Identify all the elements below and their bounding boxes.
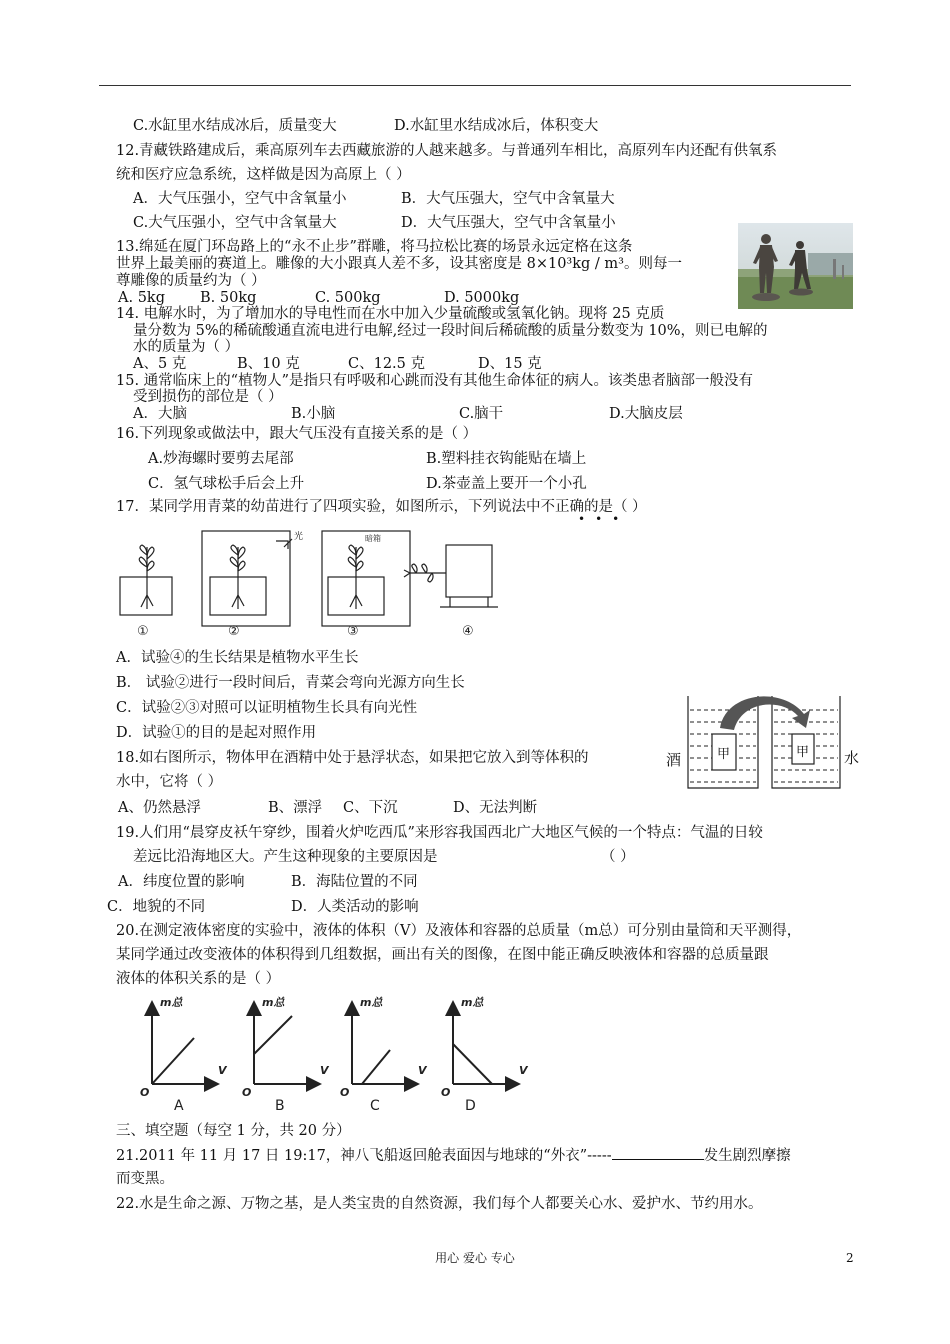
q12-option-c: C.大气压强小，空气中含氧量大: [133, 215, 337, 231]
q18-stem-line2: 水中，它将（ ）: [116, 774, 223, 790]
q20-stem-line2: 某同学通过改变液体的体积得到几组数据，画出有关的图像，在图中能正确反映液体和容器的总质量跟: [116, 947, 769, 963]
q14-option-a: A、5 克: [133, 356, 187, 372]
q20-b-y-label: m总: [262, 996, 285, 1009]
q15-option-d: D.大脑皮层: [609, 406, 683, 422]
q16-option-d: D.茶壶盖上要开一个小孔: [426, 476, 587, 492]
q17-option-a: A．试验④的生长结果是植物水平生长: [116, 650, 359, 666]
q20-c-origin: O: [340, 1086, 350, 1099]
q12-stem-line2: 统和医疗应急系统，这样做是因为高原上（ ）: [116, 167, 411, 183]
q12-option-d: D．大气压强大，空气中含氧量小: [401, 215, 616, 231]
q21-stem-post: 发生剧烈摩擦: [703, 1148, 791, 1164]
q14-option-c: C、12.5 克: [348, 356, 425, 372]
q20-c-x-label: V: [418, 1064, 427, 1077]
q14-stem-line2: 量分数为 5%的稀硫酸通直流电进行电解,经过一段时间后稀硫酸的质量分数变为 10%，则已电解的: [133, 323, 768, 339]
q19-option-c: C．地貌的不同: [107, 899, 206, 915]
q20-d-y-label: m总: [461, 996, 484, 1009]
q19-option-b: B．海陆位置的不同: [291, 874, 418, 890]
q20-a-x-label: V: [218, 1064, 227, 1077]
q15-stem-line1: 15. 通常临床上的“植物人”是指只有呼吸和心跳而没有其他生命体征的病人。该类患者脑部一般没有: [116, 373, 753, 389]
q19-option-a: A．纬度位置的影响: [118, 874, 245, 890]
q16-option-a: A.炒海螺时要剪去尾部: [148, 451, 294, 467]
q21-answer-blank[interactable]: [612, 1145, 704, 1160]
q21-stem-pre: 21.2011 年 11 月 17 日 19:17，神八飞船返回舱表面因与地球的“外衣”-----: [116, 1148, 612, 1164]
q20-graph-c-label: C: [370, 1098, 380, 1112]
q19-stem-line2: 差远比沿海地区大。产生这种现象的主要原因是: [133, 849, 438, 865]
page-number: 2: [846, 1251, 854, 1265]
q17-label-4: ④: [462, 624, 474, 639]
section3-title: 三、填空题（每空 1 分，共 20 分）: [116, 1123, 351, 1139]
q18-object-left: 甲: [717, 747, 731, 762]
q16-option-b: B.塑料挂衣钩能贴在墙上: [426, 451, 587, 467]
q13-option-d: D. 5000kg: [444, 290, 520, 306]
q17-option-c: C．试验②③对照可以证明植物生长具有向光性: [116, 700, 418, 716]
q21-stem-line2: 而变黑。: [116, 1171, 174, 1187]
q11-option-c: C.水缸里水结成冰后，质量变大: [133, 118, 337, 134]
q17-light-label: 光: [294, 532, 304, 542]
q20-a-origin: O: [140, 1086, 150, 1099]
q16-stem: 16.下列现象或做法中，跟大气压没有直接关系的是（ ）: [116, 426, 478, 442]
q14-option-b: B、10 克: [237, 356, 300, 372]
q14-option-d: D、15 克: [478, 356, 542, 372]
q20-c-y-label: m总: [360, 996, 383, 1009]
q20-d-origin: O: [441, 1086, 451, 1099]
q21-stem-line1: [116, 1145, 791, 1166]
q20-b-x-label: V: [320, 1064, 329, 1077]
q18-option-b: B、漂浮: [268, 800, 323, 816]
q18-option-a: A、仍然悬浮: [118, 800, 201, 816]
q15-stem-line2: 受到损伤的部位是（ ）: [133, 389, 283, 405]
q20-a-y-label: m总: [160, 996, 183, 1009]
q14-stem-line3: 水的质量为（ ）: [133, 339, 240, 355]
q17-option-d: D．试验①的目的是起对照作用: [116, 725, 317, 741]
q17-label-2: ②: [228, 624, 240, 639]
q20-stem-line3: 液体的体积关系的是（ ）: [116, 971, 281, 987]
q19-stem-line1: 19.人们用“晨穿皮袄午穿纱，围着火炉吃西瓜”来形容我国西北广大地区气候的一个特点：气温的日较: [116, 825, 763, 841]
q18-figure: [664, 688, 864, 796]
q13-option-b: B. 50kg: [200, 290, 257, 306]
q18-stem-line1: 18.如右图所示，物体甲在酒精中处于悬浮状态，如果把它放入到等体积的: [116, 750, 589, 766]
q14-stem-line1: 14. 电解水时，为了增加水的导电性而在水中加入少量硫酸或氢氧化钠。现将 25 克质: [116, 306, 665, 322]
q17-figure: [110, 525, 500, 640]
q13-option-a: A. 5kg: [118, 290, 165, 306]
q18-alcohol-label: 酒: [666, 751, 682, 769]
q20-d-x-label: V: [519, 1064, 528, 1077]
q20-b-origin: O: [242, 1086, 252, 1099]
q15-option-c: C.脑干: [459, 406, 504, 422]
header-rule: [99, 85, 851, 86]
q13-stem-line1: 13.绵延在厦门环岛路上的“永不止步”群雕，将马拉松比赛的场景永远定格在这条: [116, 239, 633, 255]
q20-graph-b-label: B: [275, 1098, 285, 1112]
q18-option-d: D、无法判断: [453, 800, 538, 816]
q18-water-label: 水: [844, 749, 860, 767]
sculpture-photo: [738, 223, 853, 309]
footer-motto: 用心 爱心 专心: [435, 1251, 515, 1265]
q19-answer-paren: （ ）: [601, 849, 635, 865]
q13-option-c: C. 500kg: [315, 290, 381, 306]
q12-option-b: B．大气压强大，空气中含氧量大: [401, 191, 615, 207]
q17-label-3: ③: [347, 624, 359, 639]
q17-emphasis-dots: •••: [578, 512, 630, 526]
q20-stem-line1: 20.在测定液体密度的实验中，液体的体积（V）及液体和容器的总质量（m总）可分别由量筒和天平测得，: [116, 923, 802, 939]
q17-dark-box-label: 暗箱: [365, 534, 381, 543]
q12-option-a: A．大气压强小，空气中含氧量小: [133, 191, 347, 207]
q20-graph-a-label: A: [174, 1098, 184, 1112]
q20-graphs: [130, 992, 540, 1112]
q19-option-d: D．人类活动的影响: [291, 899, 419, 915]
q15-option-b: B.小脑: [291, 406, 336, 422]
q17-option-b: B． 试验②进行一段时间后，青菜会弯向光源方向生长: [116, 675, 465, 691]
q17-label-1: ①: [137, 624, 149, 639]
q13-stem-line2: 世界上最美丽的赛道上。雕像的大小跟真人差不多，设其密度是 8×10³kg / m³。则每一: [116, 256, 682, 272]
q12-stem-line1: 12.青藏铁路建成后，乘高原列车去西藏旅游的人越来越多。与普通列车相比，高原列车内还配有供氧系: [116, 143, 778, 159]
q17-stem: 17．某同学用青菜的幼苗进行了四项实验，如图所示，下列说法中不正确的是（ ）: [116, 499, 647, 515]
q22-stem-line1: 22.水是生命之源、万物之基，是人类宝贵的自然资源，我们每个人都要关心水、爱护水、节约用水。: [116, 1196, 763, 1212]
q15-option-a: A．大脑: [133, 406, 187, 422]
q11-option-d: D.水缸里水结成冰后，体积变大: [394, 118, 599, 134]
q16-option-c: C．氢气球松手后会上升: [148, 476, 305, 492]
q18-option-c: C、下沉: [343, 800, 398, 816]
q18-object-right: 甲: [796, 745, 810, 760]
q13-stem-line3: 尊雕像的质量约为（ ）: [116, 273, 266, 289]
q20-graph-d-label: D: [465, 1098, 476, 1112]
